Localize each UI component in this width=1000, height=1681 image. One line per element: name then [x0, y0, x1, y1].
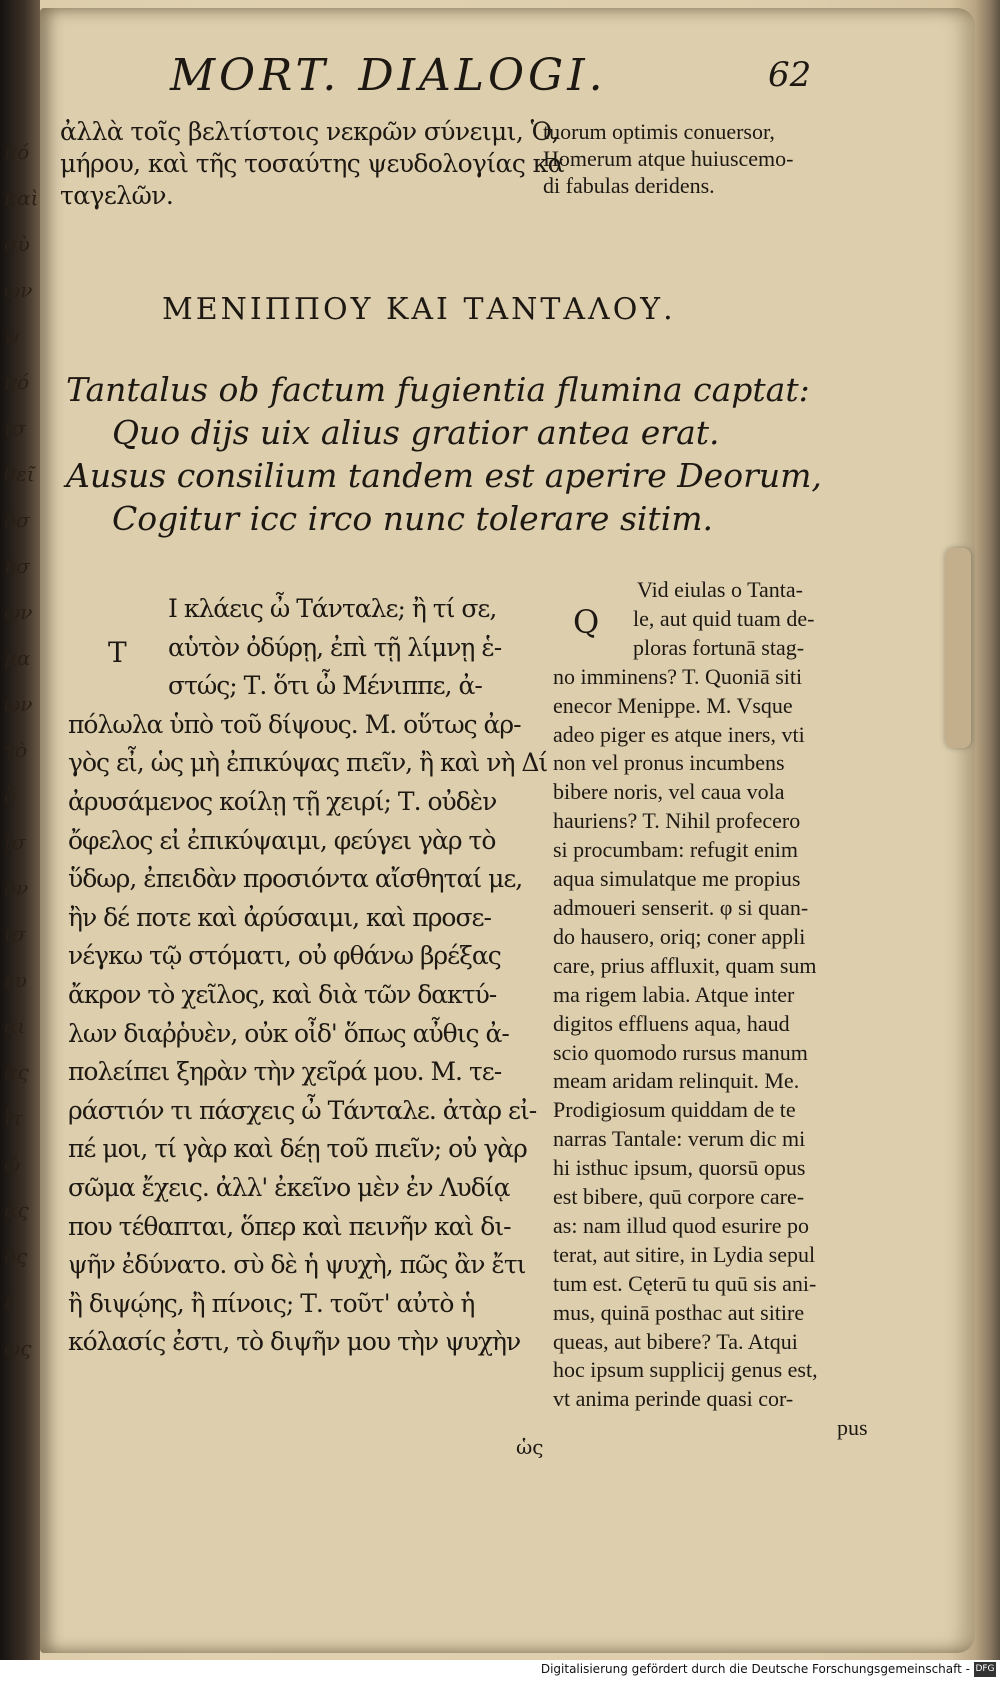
latin-line: non vel pronus incumbens	[553, 750, 785, 776]
latin-line: meam aridam relinquit. Me.	[553, 1068, 800, 1094]
latin-line: le, aut quid tuam de-	[633, 605, 815, 631]
greek-line: γὸς εἶ, ὡς μὴ ἐπικύψας πιεῖν, ἢ καὶ νὴ Δί	[68, 748, 548, 778]
text-line: ταγελῶν.	[60, 180, 174, 210]
greek-catchword: ὡς	[516, 1435, 544, 1459]
facing-page-fragment: καὶ	[4, 186, 39, 210]
latin-drop-initial: Q	[573, 603, 600, 641]
greek-line: νέγκω τῷ στόματι, οὐ φθάνω βρέξας	[68, 941, 501, 971]
facing-page-fragment: τὸ	[4, 738, 28, 762]
latin-line: bibere noris, vel caua vola	[553, 779, 785, 805]
dfg-logo: DFG	[974, 1662, 996, 1677]
latin-line: adeo piger es atque iners, vti	[553, 721, 805, 747]
facing-page-fragment: ῶ	[4, 1152, 21, 1176]
latin-line: aqua simulatque me propius	[553, 866, 801, 892]
latin-line: ploras fortunā stag-	[633, 634, 805, 660]
argument-verse	[66, 368, 822, 540]
latin-line: est bibere, quū corpore care-	[553, 1184, 805, 1210]
facing-page-fragment: θεῖ	[4, 462, 35, 486]
greek-line: ὄφελος εἰ ἐπικύψαιμι, φεύγει γὰρ τὸ	[68, 825, 496, 855]
top-greek-text	[60, 116, 564, 211]
facing-page-fragment: μα	[4, 646, 31, 670]
greek-line: σῶμα ἔχεις. ἀλλ' ἐκεῖνο μὲν ἐν Λυδίᾳ	[68, 1172, 510, 1202]
dialogue-title: ΜΕΝΙΠΠΟΥ ΚΑΙ ΤΑΝΤΑΛΟΥ.	[162, 292, 676, 327]
latin-line: no imminens? T. Quoniā siti	[553, 663, 803, 689]
latin-line: vt anima perinde quasi cor-	[553, 1386, 794, 1412]
verse-line: Quo dijs uix alius gratior antea erat.	[112, 413, 720, 452]
latin-line: enecor Menippe. M. Vsque	[553, 692, 793, 718]
greek-column	[68, 590, 547, 1362]
facing-page-edge	[0, 0, 40, 1660]
greek-line: ἢ διψῴης, ἢ πίνοις; Τ. τοῦτ' αὐτὸ ἡ	[68, 1288, 475, 1318]
facing-page-fragment: ὰς	[4, 1198, 29, 1222]
facing-page-fragment: όσ	[4, 508, 30, 532]
facing-page-fragment: ἴτ	[4, 1106, 23, 1130]
facing-page-fragment: ὰς	[4, 1060, 29, 1084]
latin-line: Prodigiosum quiddam de te	[553, 1097, 796, 1123]
greek-line: στώς; Τ. ὅτι ὦ Μένιππε, ἀ-	[168, 671, 482, 701]
text-line: Homerum atque huiuscemo-	[543, 146, 794, 171]
facing-page-fragment: πό	[4, 370, 30, 394]
latin-line: ma rigem labia. Atque inter	[553, 981, 795, 1007]
facing-page-fragment: ίσ	[4, 830, 26, 854]
greek-line: ψῆν ἐδύνατο. σὺ δὲ ἡ ψυχὴ, πῶς ἂν ἔτι	[68, 1250, 526, 1280]
latin-column	[553, 576, 868, 1443]
latin-line: si procumbam: refugit enim	[553, 837, 798, 863]
text-line: μήρου, καὶ τῆς τοσαύτης ψευδολογίας κα	[60, 148, 564, 178]
text-line: tuorum optimis conuersor,	[543, 119, 775, 144]
facing-page-fragment: έ	[4, 1290, 15, 1314]
facing-page-fragment: ίσ	[4, 416, 26, 440]
facing-page-fragment: ήσ	[4, 554, 30, 578]
facing-page-fragment: αι	[4, 1014, 26, 1038]
facing-page-fragment: ων	[4, 692, 33, 716]
greek-line: αὑτὸν ὀδύρῃ, ἐπὶ τῇ λίμνῃ ἑ-	[168, 632, 502, 662]
greek-line: ὕδωρ, ἐπειδὰν προσιόντα αἴσθηταί με,	[68, 864, 523, 894]
facing-page-fragment: πό	[4, 140, 30, 164]
latin-line: hauriens? T. Nihil profecero	[553, 808, 801, 834]
latin-line: scio quomodo rursus manum	[553, 1039, 808, 1065]
latin-line: as: nam illud quod esurire po	[553, 1212, 810, 1238]
greek-line: λων διαῤῥυὲν, οὐκ οἶδ' ὅπως αὖθις ἀ-	[68, 1018, 509, 1048]
facing-page-fragment: ὸν	[4, 876, 29, 900]
greek-line: ράστιόν τι πάσχεις ὦ Τάνταλε. ἀτὰρ εἰ-	[68, 1095, 537, 1125]
facing-page-fragment: ὸς	[4, 1244, 28, 1268]
greek-line: κόλασίς ἐστι, τὸ διψῆν μου τὴν ψυχὴν	[68, 1327, 521, 1357]
top-latin-text	[543, 118, 794, 199]
facing-page-fragment: ίσ	[4, 922, 26, 946]
running-head: MORT. DIALOGI.	[170, 50, 607, 101]
latin-line: tum est. Cęterū tu quū sis ani-	[553, 1270, 817, 1296]
latin-line: terat, aut sitire, in Lydia sepul	[553, 1241, 816, 1267]
text-line: di fabulas deridens.	[543, 173, 715, 198]
facing-page-fragment: ων	[4, 600, 33, 624]
latin-line: pus	[837, 1415, 868, 1441]
greek-drop-initial: T	[108, 636, 127, 669]
facing-page-fragment: ως	[4, 1336, 32, 1360]
latin-line: care, prius affluxit, quam sum	[553, 952, 817, 978]
footer-bar	[0, 1660, 1000, 1681]
facing-page-fragment: ων	[4, 278, 33, 302]
greek-line: που τέθαπται, ὅπερ καὶ πεινῆν καὶ δι-	[68, 1211, 511, 1241]
latin-line: Vid eiulas o Tanta-	[637, 577, 803, 602]
latin-line: admoueri senserit. φ si quan-	[553, 894, 809, 920]
greek-line: πόλωλα ὑπὸ τοῦ δίψους. Μ. οὕτως ἀρ-	[68, 709, 521, 739]
verse-line: Ausus consilium tandem est aperire Deorum,	[66, 456, 822, 495]
greek-line: Ι κλάεις ὦ Τάνταλε; ἢ τί σε,	[168, 594, 497, 623]
latin-line: hi isthuc ipsum, quorsū opus	[553, 1155, 806, 1181]
latin-line: do hausero, oriq; coner appli	[553, 923, 806, 949]
facing-page-fragment: σὺ	[4, 232, 30, 256]
latin-line: digitos effluens aqua, haud	[553, 1010, 790, 1036]
verse-line: Tantalus ob factum fugientia flumina captat:	[66, 370, 810, 409]
greek-line: πέ μοι, τί γὰρ καὶ δέῃ τοῦ πιεῖν; οὐ γὰρ	[68, 1134, 527, 1164]
facing-page-fragment: ὅ	[4, 784, 17, 808]
fore-edge-tab	[945, 548, 971, 748]
footer-credit: Digitalisierung gefördert durch die Deutsche Forschungsgemeinschaft -	[540, 1662, 970, 1676]
facing-page-fragment: ευ	[4, 968, 27, 992]
text-line: ἀλλὰ τοῖς βελτίστοις νεκρῶν σύνειμι, Ὁ,	[60, 117, 559, 146]
greek-line: ἢν δέ ποτε καὶ ἀρύσαιμι, καὶ προσε-	[68, 902, 491, 932]
greek-line: ἀρυσάμενος κοίλῃ τῇ χειρί; Τ. οὐδὲν	[68, 786, 497, 816]
facing-page-fragment: ψ	[4, 324, 20, 348]
folio-number: 62	[768, 55, 812, 95]
verse-line: Cogitur icc irco nunc tolerare sitim.	[112, 499, 714, 538]
latin-line: narras Tantale: verum dic mi	[553, 1126, 806, 1152]
latin-line: queas, aut bibere? Ta. Atqui	[553, 1328, 798, 1354]
latin-line: hoc ipsum supplicij genus est,	[553, 1357, 818, 1383]
latin-line: mus, quinā posthac aut sitire	[553, 1299, 805, 1325]
greek-line: ἄκρον τὸ χεῖλος, καὶ διὰ τῶν δακτύ-	[68, 979, 497, 1009]
greek-line: πολείπει ξηρὰν τὴν χεῖρά μου. Μ. τε-	[68, 1057, 502, 1087]
